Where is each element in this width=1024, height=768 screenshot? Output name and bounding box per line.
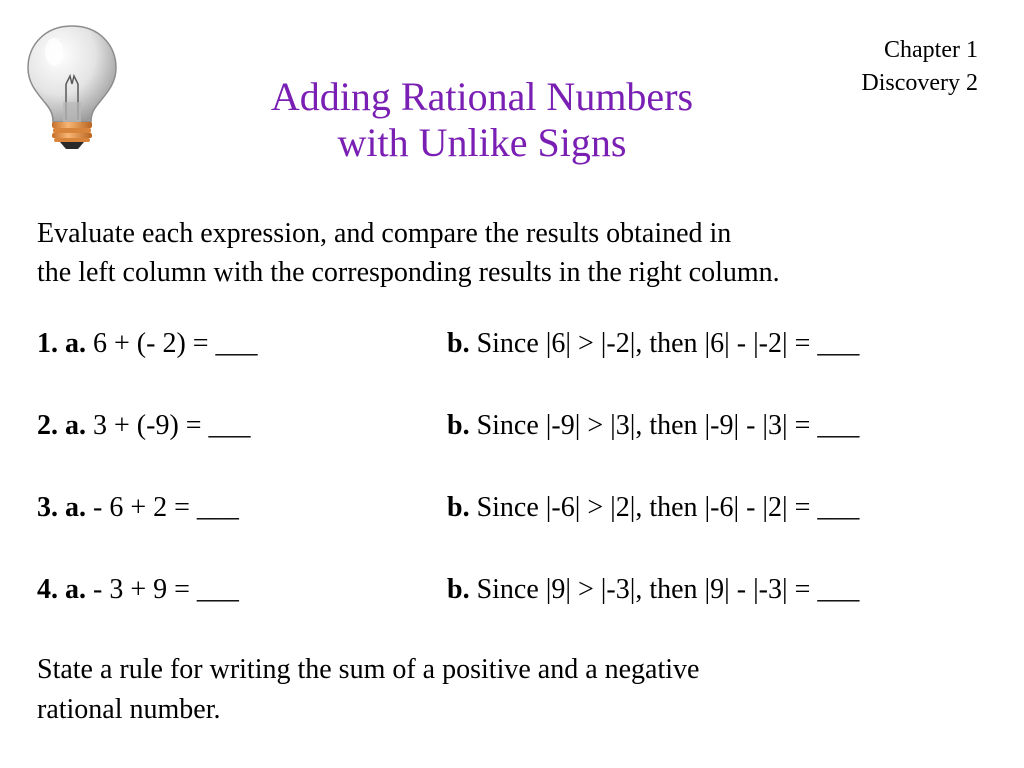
problem-1-part-b <box>447 324 859 364</box>
instructions <box>37 214 780 292</box>
closing-line-1: State a rule for writing the sum of a positive and a negative <box>37 654 700 685</box>
closing-prompt <box>37 650 699 730</box>
chapter-label: Chapter 1 <box>884 37 978 63</box>
problem-2-a-label: 2. a. <box>37 410 86 441</box>
lightbulb-icon <box>22 22 122 152</box>
problem-4-b-label: b. <box>447 574 470 605</box>
problem-3-a-label: 3. a. <box>37 492 86 523</box>
problem-1-a-expression: 6 + (- 2) = ___ <box>93 328 258 359</box>
problem-4-a-expression: - 3 + 9 = ___ <box>93 574 239 605</box>
problem-2-b-expression: Since |-9| > |3|, then |-9| - |3| = ___ <box>476 410 860 441</box>
instructions-line-2: the left column with the corresponding results in the right column. <box>37 257 780 288</box>
discovery-label: Discovery 2 <box>861 70 978 96</box>
problem-1-a-label: 1. a. <box>37 328 86 359</box>
problem-2-part-b <box>447 406 859 446</box>
problem-3-part-a <box>37 488 239 528</box>
problem-row-4 <box>37 570 997 610</box>
problem-2-b-label: b. <box>447 410 470 441</box>
problem-4-part-a <box>37 570 239 610</box>
instructions-line-1: Evaluate each expression, and compare the results obtained in <box>37 218 732 249</box>
problem-3-b-expression: Since |-6| > |2|, then |-6| - |2| = ___ <box>476 492 860 523</box>
problem-4-b-expression: Since |9| > |-3|, then |9| - |-3| = ___ <box>476 574 860 605</box>
problem-1-b-expression: Since |6| > |-2|, then |6| - |-2| = ___ <box>476 328 860 359</box>
closing-line-2: rational number. <box>37 694 221 725</box>
problem-2-part-a <box>37 406 251 446</box>
problem-row-2 <box>37 406 997 446</box>
problem-1-part-a <box>37 324 258 364</box>
problem-4-part-b <box>447 570 859 610</box>
page-title <box>150 74 814 166</box>
problem-3-a-expression: - 6 + 2 = ___ <box>93 492 239 523</box>
title-line-1: Adding Rational Numbers <box>270 74 694 119</box>
problem-1-b-label: b. <box>447 328 470 359</box>
problem-4-a-label: 4. a. <box>37 574 86 605</box>
problem-3-part-b <box>447 488 859 528</box>
problem-2-a-expression: 3 + (-9) = ___ <box>93 410 251 441</box>
problem-row-1 <box>37 324 997 364</box>
problem-3-b-label: b. <box>447 492 470 523</box>
title-line-2: with Unlike Signs <box>337 120 627 165</box>
problem-row-3 <box>37 488 997 528</box>
chapter-info <box>861 34 978 100</box>
